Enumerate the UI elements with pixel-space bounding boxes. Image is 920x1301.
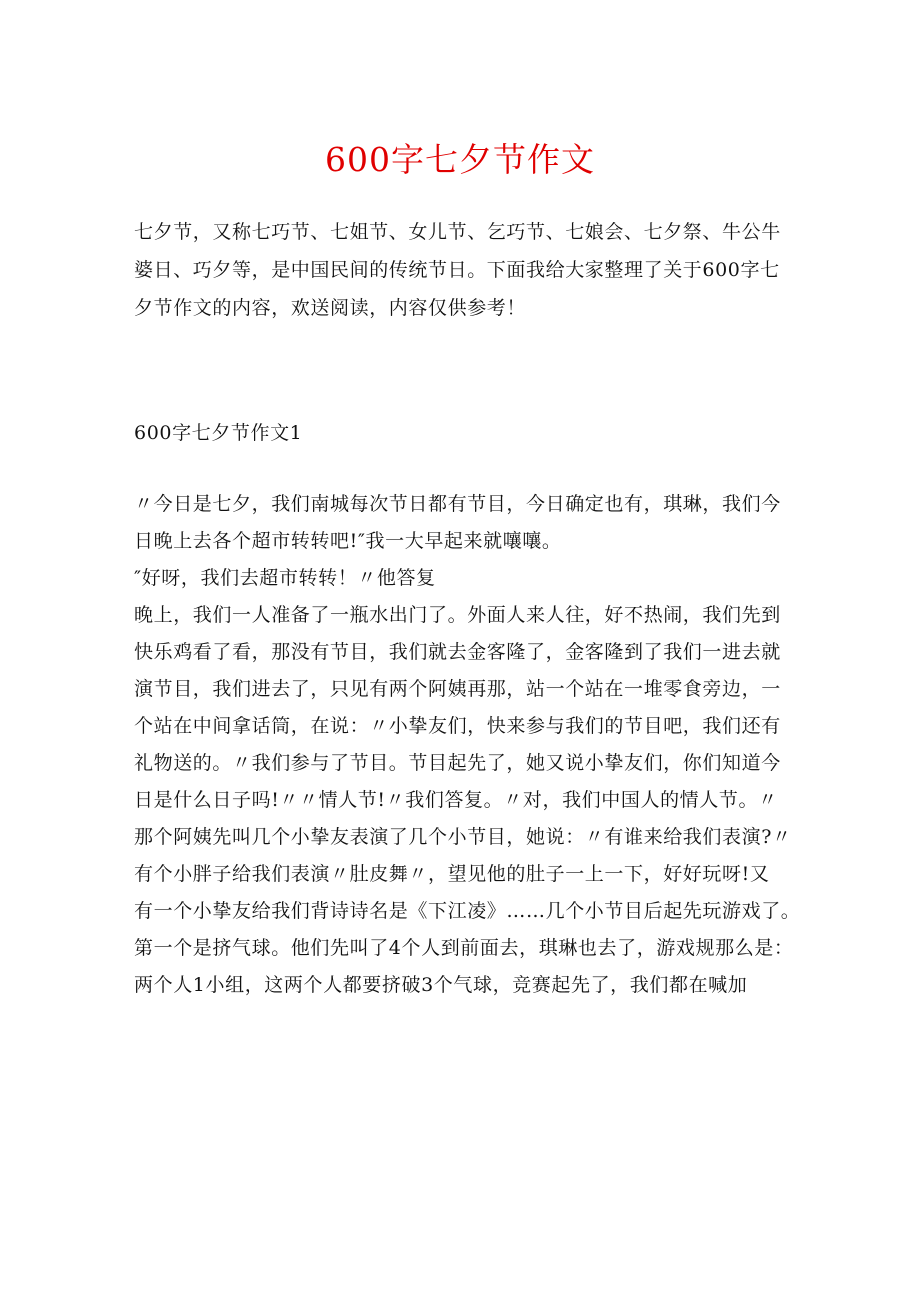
body-line: 第一个是挤气球。他们先叫了4个人到前面去，琪琳也去了，游戏规那么是： (134, 937, 794, 959)
body-line: 有一个小挚友给我们背诗诗名是《下江凌》……几个小节目后起先玩游戏了。 (134, 900, 801, 922)
body-line: 那个阿姨先叫几个小挚友表演了几个小节目，她说：〃有谁来给我们表演?〃 (134, 826, 792, 848)
body-line: 有个小胖子给我们表演〃肚皮舞〃，望见他的肚子一上一下，好好玩呀!又 (134, 863, 770, 885)
body-line: 晚上，我们一人准备了一瓶水出门了。外面人来人往，好不热闹，我们先到 (134, 604, 781, 626)
body-line: 礼物送的。〃我们参与了节目。节目起先了，她又说小挚友们，你们知道今 (134, 752, 781, 774)
body-line: 演节目，我们进去了，只见有两个阿姨再那，站一个站在一堆零食旁边，一 (134, 678, 781, 700)
body-line: ″好呀，我们去超市转转！〃他答复 (134, 567, 436, 589)
essay-body (134, 486, 814, 1004)
intro-line: 七夕节，又称七巧节、七姐节、女儿节、乞巧节、七娘会、七夕祭、牛公牛 (134, 221, 781, 243)
section-heading: 600字七夕节作文1 (134, 422, 303, 444)
intro-line: 婆日、巧夕等，是中国民间的传统节日。下面我给大家整理了关于600字七 (134, 259, 780, 281)
body-line: 〃今日是七夕，我们南城每次节日都有节目，今日确定也有，琪琳，我们今 (134, 493, 781, 515)
document-title: 600字七夕节作文 (325, 140, 595, 179)
body-line: 个站在中间拿话筒，在说：〃小挚友们，快来参与我们的节目吧，我们还有 (134, 715, 781, 737)
intro-paragraph (134, 213, 794, 327)
intro-line: 夕节作文的内容，欢送阅读，内容仅供参考！ (134, 297, 527, 319)
body-line: 快乐鸡看了看，那没有节目，我们就去金客隆了，金客隆到了我们一进去就 (134, 641, 781, 663)
body-line: 日是什么日子吗!〃〃情人节!〃我们答复。〃对，我们中国人的情人节。〃 (134, 789, 778, 811)
body-line: 日晚上去各个超市转转吧!″我一大早起来就嚷嚷。 (134, 530, 562, 552)
body-line: 两个人1小组，这两个人都要挤破3个气球，竞赛起先了，我们都在喊加 (134, 974, 748, 996)
